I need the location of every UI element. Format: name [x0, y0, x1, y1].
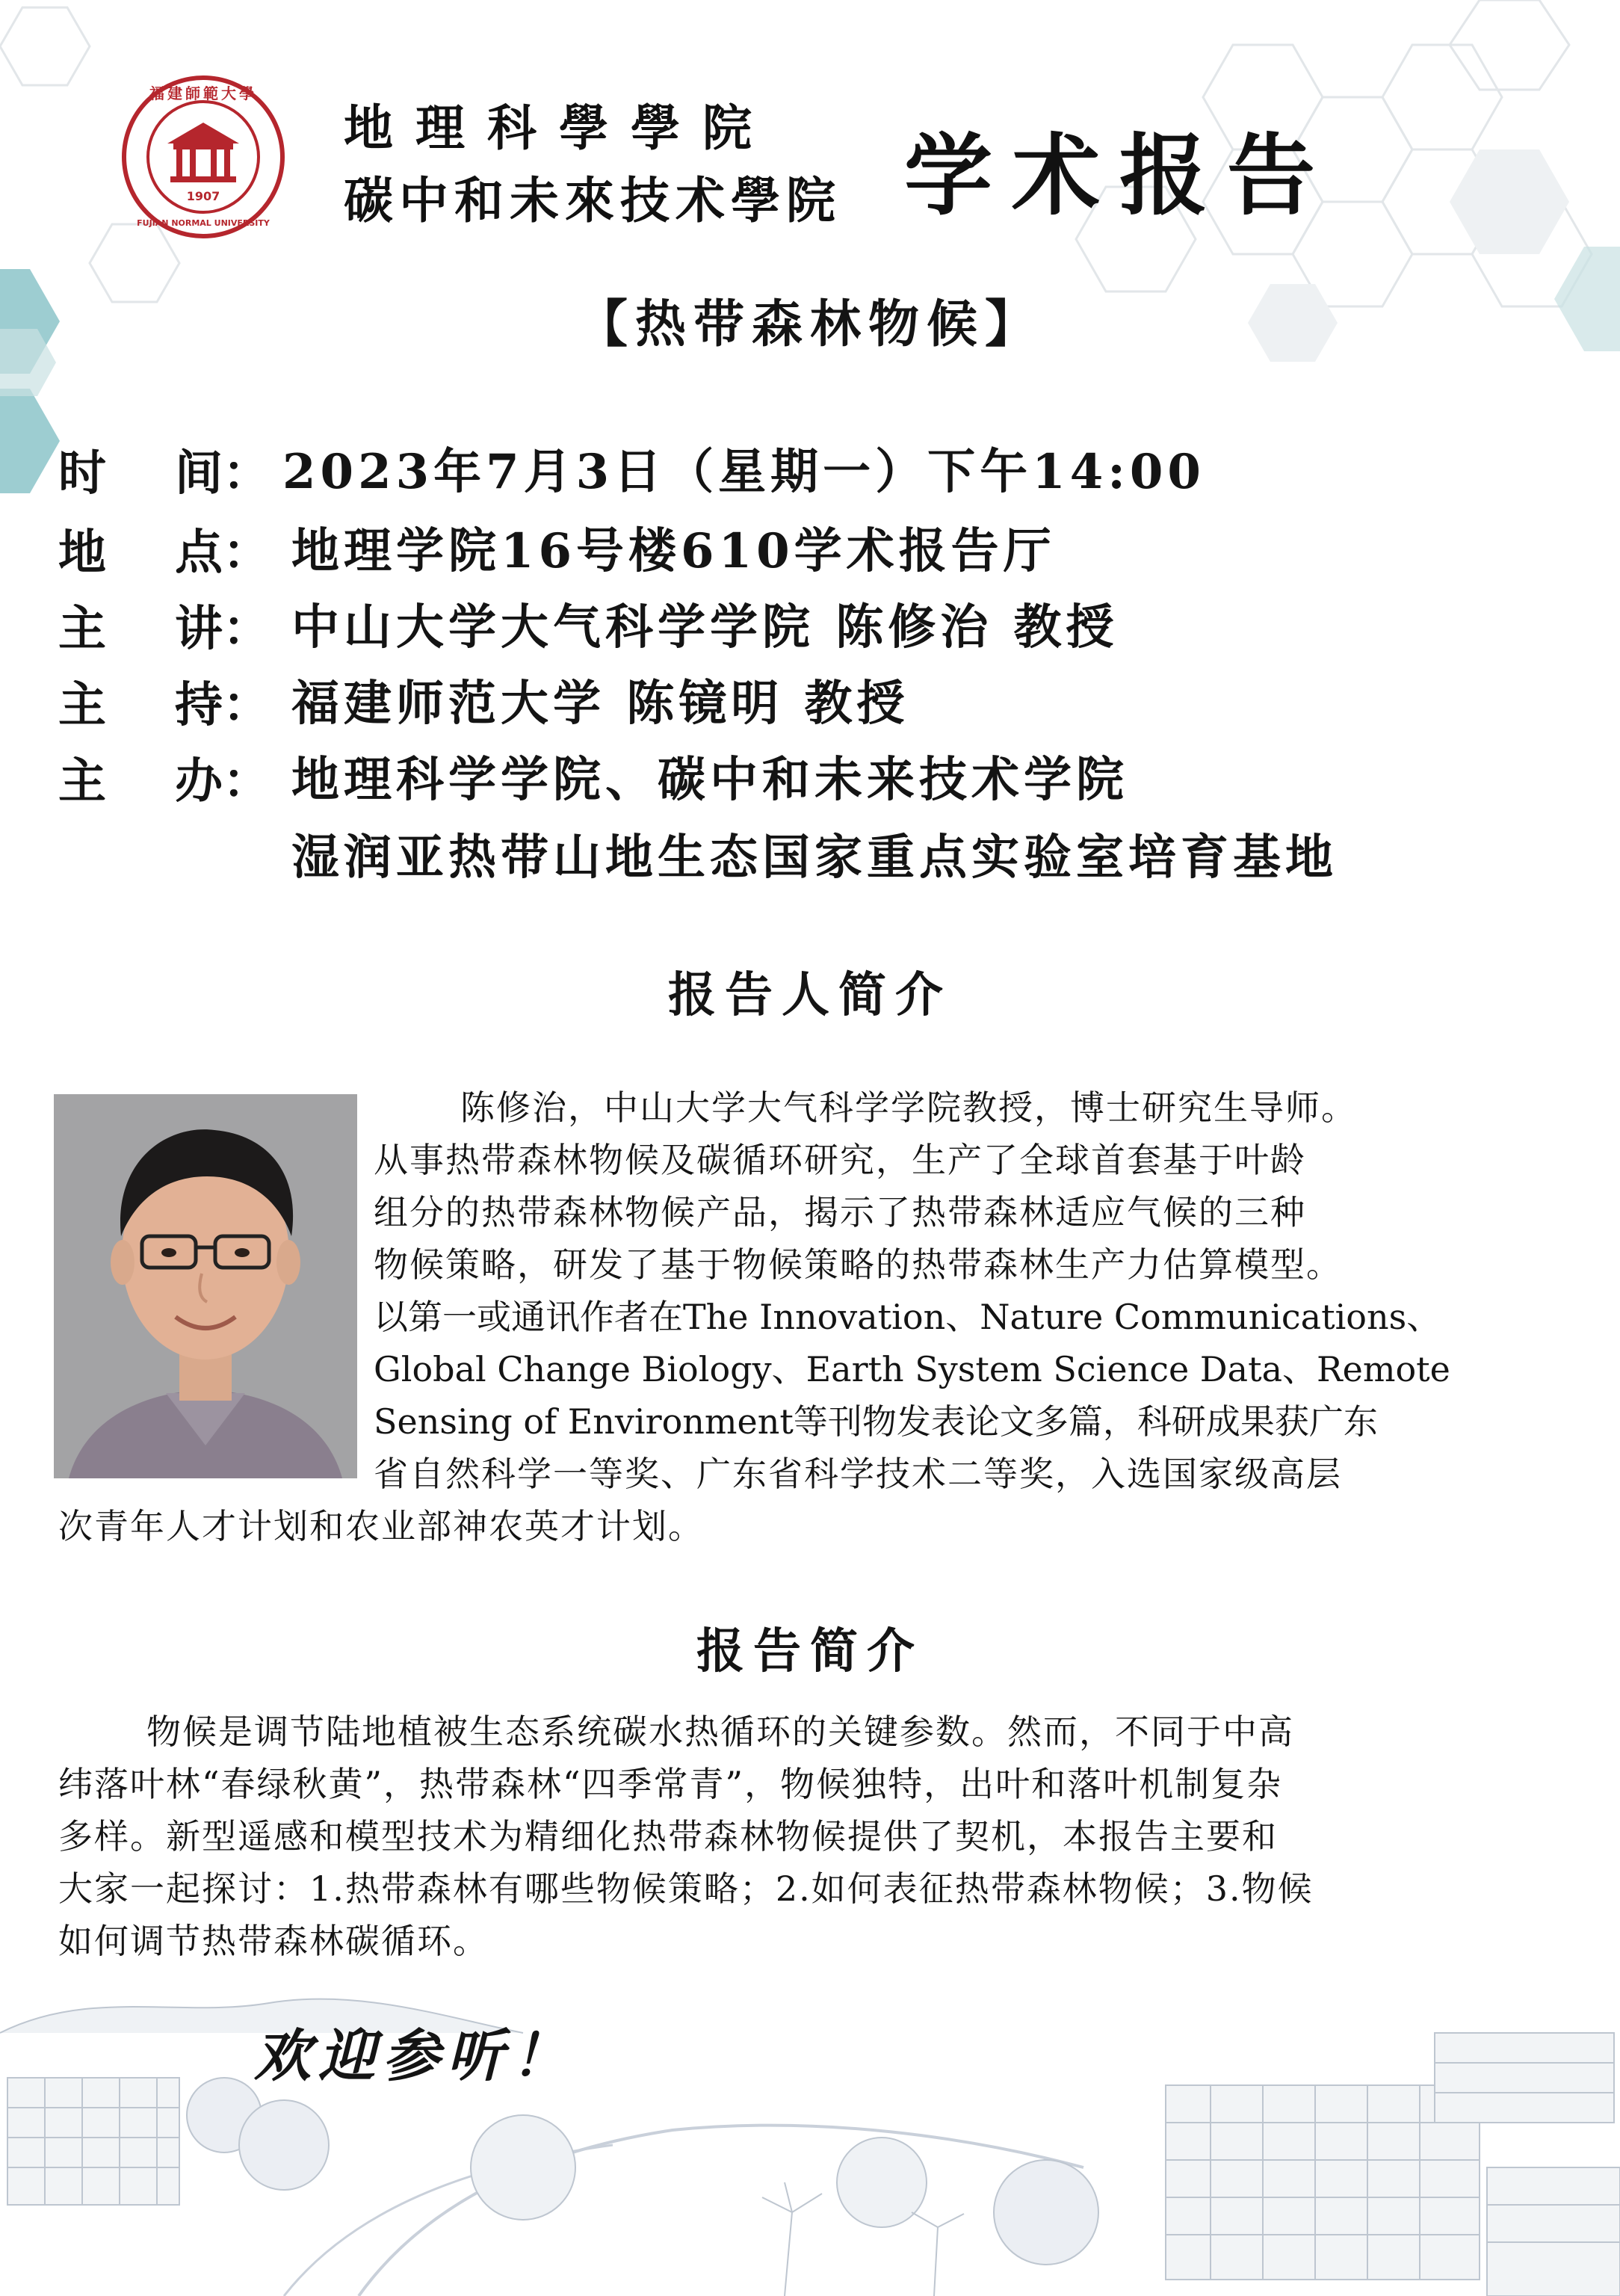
logo-chinese-name: 福建師範大學 [149, 84, 257, 102]
abstract-heading: 报告简介 [696, 1623, 924, 1679]
bio-line-3: 组分的热带森林物候产品，揭示了热带森林适应气候的三种 [374, 1192, 1306, 1232]
abstract-line-1: 物候是调节陆地植被生态系统碳水热循环的关键参数。然而，不同于中高 [146, 1712, 1294, 1752]
logo-english-name: FUJIAN NORMAL UNIVERSITY [137, 218, 270, 228]
college-name-2: 碳中和未來技术學院 [344, 171, 841, 229]
info-label-speaker: 主 讲： [58, 601, 270, 657]
abstract-line-3: 多样。新型遥感和模型技术为精细化热带森林物候提供了契机，本报告主要和 [58, 1816, 1278, 1857]
logo-year: 1907 [186, 189, 220, 203]
info-value-organizer: 地理科学学院、碳中和未来技术学院 [291, 752, 1128, 808]
bio-line-9: 次青年人才计划和农业部神农英才计划。 [58, 1506, 704, 1546]
abstract-line-5: 如何调节热带森林碳循环。 [58, 1921, 489, 1961]
speaker-photo [54, 1094, 357, 1478]
abstract-line-4: 大家一起探讨：1.热带森林有哪些物候策略；2.如何表征热带森林物候；3.物候 [58, 1868, 1314, 1909]
info-label-organizer: 主 办： [58, 753, 270, 809]
college-name-1: 地理科學學院 [344, 99, 774, 157]
bio-line-5: 以第一或通讯作者在The Innovation、Nature Communications、 [374, 1297, 1441, 1337]
welcome-message: 欢迎参听！ [254, 2022, 575, 2089]
info-value-speaker: 中山大学大气科学学院 陈修治 教授 [291, 599, 1119, 655]
info-value-organizer-2: 湿润亚热带山地生态国家重点实验室培育基地 [291, 830, 1338, 886]
bio-line-8: 省自然科学一等奖、广东省科学技术二等奖，入选国家级高层 [374, 1454, 1342, 1494]
info-value-time: 2023年7月3日（星期一）下午14:00 [282, 444, 1205, 500]
speaker-bio-heading: 报告人简介 [668, 967, 952, 1023]
info-label-place: 地 点： [58, 525, 270, 581]
report-topic: 【热带森林物候】 [576, 294, 1043, 354]
bio-line-1: 陈修治，中山大学大气科学学院教授，博士研究生导师。 [460, 1087, 1357, 1128]
abstract-line-2: 纬落叶林“春绿秋黄”，热带森林“四季常青”，物候独特，出叶和落叶机制复杂 [58, 1764, 1283, 1804]
bio-line-7: Sensing of Environment等刊物发表论文多篇，科研成果获广东 [374, 1401, 1378, 1442]
info-value-place: 地理学院16号楼610学术报告厅 [291, 523, 1056, 579]
info-value-host: 福建师范大学 陈镜明 教授 [291, 676, 909, 732]
campus-sketch [0, 1999, 1620, 2296]
bio-line-4: 物候策略，研发了基于物候策略的热带森林生产力估算模型。 [374, 1244, 1342, 1285]
info-label-host: 主 持： [58, 677, 270, 733]
university-logo [121, 75, 285, 239]
bio-line-2: 从事热带森林物候及碳循环研究，生产了全球首套基于叶龄 [374, 1140, 1306, 1180]
bio-line-6: Global Change Biology、Earth System Science Data、Remote [374, 1349, 1450, 1389]
report-title: 学术报告 [904, 123, 1335, 227]
info-label-time: 时 间： [58, 445, 270, 502]
